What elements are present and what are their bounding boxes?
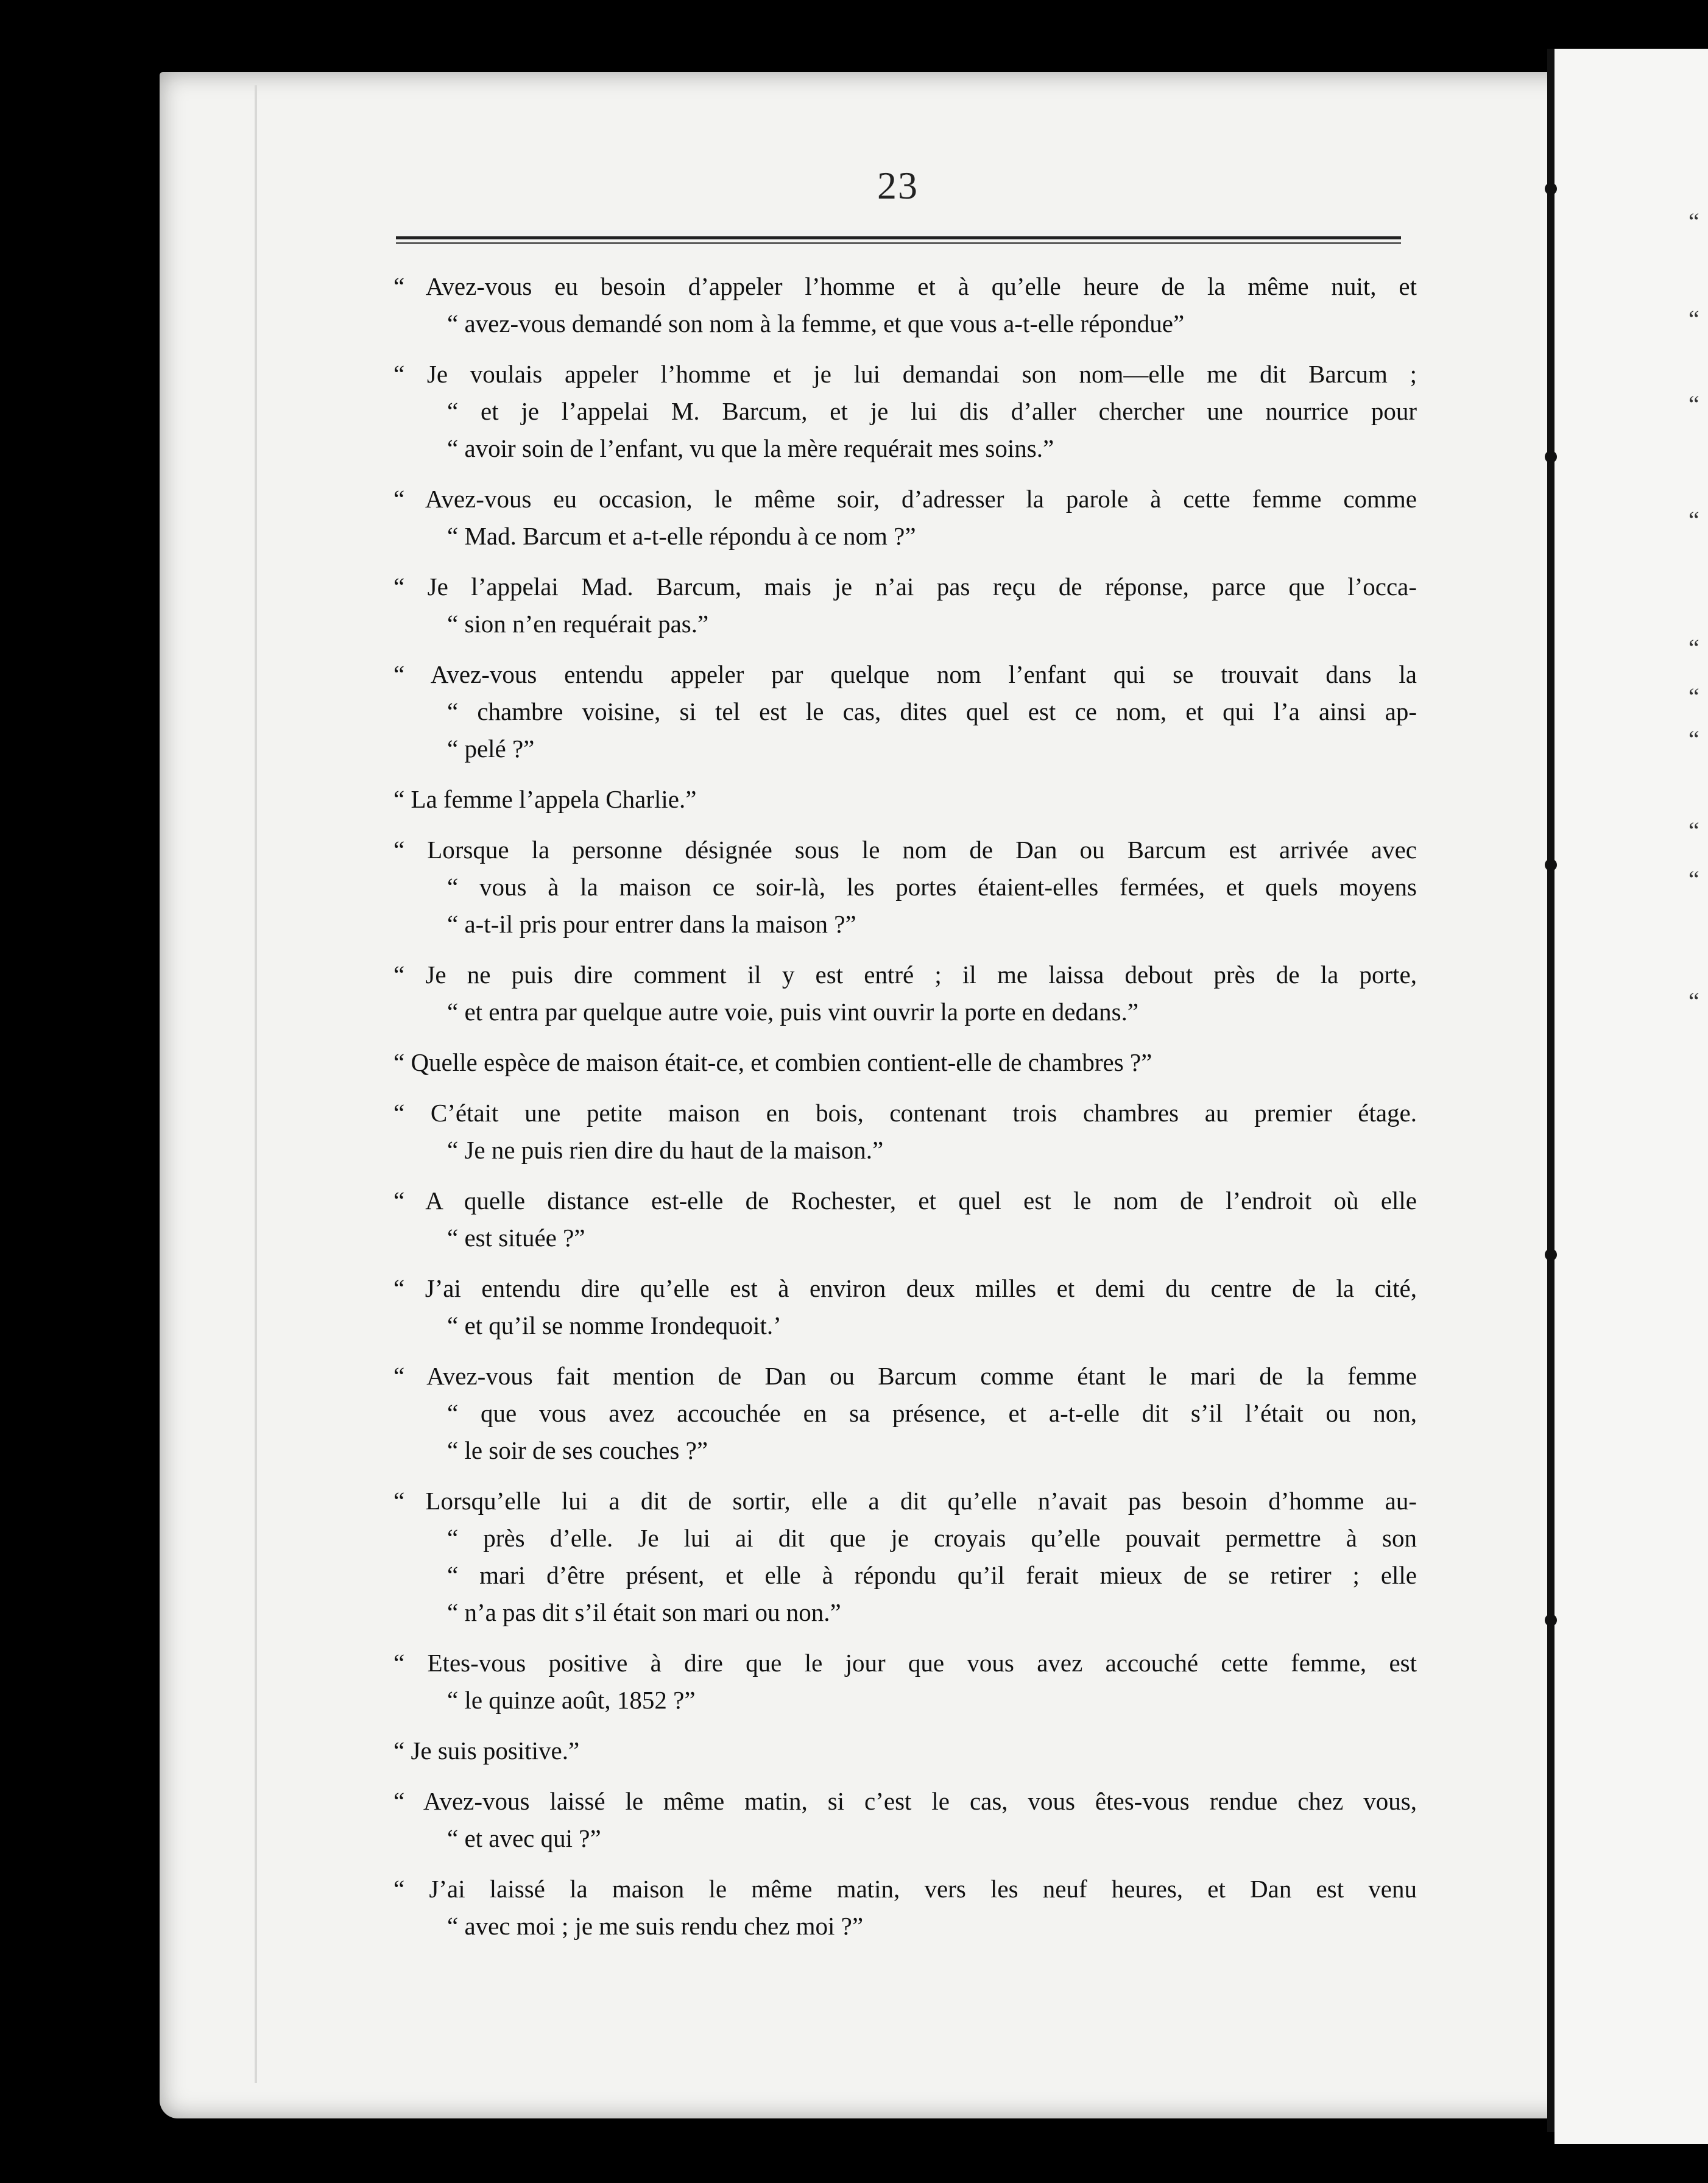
text-line: “ et entra par quelque autre voie, puis vint ouvrir la porte en dedans.” (447, 998, 1139, 1026)
facing-page (1554, 49, 1708, 2144)
spine-tick (1545, 183, 1557, 195)
text-line: “ Je ne puis dire comment il y est entré ; il me laissa debout près de la porte, (393, 961, 1417, 989)
text-line: “ A quelle distance est-elle de Rochester, et quel est le nom de l’endroit où elle (393, 1187, 1417, 1215)
text-line: “ vous à la maison ce soir-là, les portes étaient-elles fermées, et quels moyens (447, 873, 1417, 901)
page-number: 23 (877, 164, 919, 207)
header-rule-thick (396, 236, 1401, 239)
document-body (393, 268, 1417, 1958)
text-line: “ avez-vous demandé son nom à la femme, et que vous a-t-elle répondue” (447, 309, 1185, 337)
text-line: “ le quinze août, 1852 ?” (447, 1686, 696, 1714)
text-line: “ Avez-vous eu occasion, le même soir, d’adresser la parole à cette femme comme (393, 485, 1417, 513)
text-line: “ Je ne puis rien dire du haut de la maison.” (447, 1136, 884, 1164)
text-line: “ avoir soin de l’enfant, vu que la mère requérait mes soins.” (447, 434, 1054, 462)
text-line: “ sion n’en requérait pas.” (447, 610, 709, 638)
paragraph (393, 481, 1417, 555)
paragraph (393, 656, 1417, 767)
text-line: “ Avez-vous laissé le même matin, si c’est le cas, vous êtes-vous rendue chez vous, (393, 1787, 1417, 1815)
paragraph (393, 1358, 1417, 1469)
text-line: “ Je voulais appeler l’homme et je lui demandai son nom—elle me dit Barcum ; (393, 360, 1417, 388)
page-fold-edge (255, 85, 257, 2083)
facing-page-quote-mark: “ (1689, 634, 1699, 661)
text-line: “ et qu’il se nomme Irondequoit.’ (447, 1311, 782, 1339)
text-line: “ et avec qui ?” (447, 1824, 601, 1852)
paragraph (393, 568, 1417, 643)
facing-page-quote-mark: “ (1689, 506, 1699, 534)
facing-page-quote-mark: “ (1689, 683, 1699, 710)
paragraph (393, 1783, 1417, 1857)
paragraph (393, 1732, 1417, 1769)
text-line: “ J’ai entendu dire qu’elle est à environ deux milles et demi du centre de la cité, (393, 1274, 1417, 1302)
paragraph (393, 1645, 1417, 1719)
text-line: “ Je suis positive.” (393, 1737, 580, 1765)
facing-page-quote-mark: “ (1689, 725, 1699, 753)
facing-page-quote-mark: “ (1689, 305, 1699, 333)
paragraph (393, 781, 1417, 818)
paragraph (393, 1270, 1417, 1344)
text-line: “ avec moi ; je me suis rendu chez moi ?” (447, 1912, 864, 1940)
paragraph (393, 268, 1417, 342)
paragraph (393, 831, 1417, 943)
paragraph (393, 956, 1417, 1031)
text-line: “ La femme l’appela Charlie.” (393, 785, 697, 813)
spine-tick (1545, 859, 1557, 871)
text-line: “ est située ?” (447, 1224, 585, 1252)
text-line: “ et je l’appelai M. Barcum, et je lui dis d’aller chercher une nourrice pour (447, 397, 1417, 425)
paragraph (393, 1095, 1417, 1169)
paragraph (393, 1044, 1417, 1081)
text-line: “ Lorsque la personne désignée sous le nom de Dan ou Barcum est arrivée avec (393, 836, 1417, 864)
paragraph (393, 1182, 1417, 1257)
text-line: “ Avez-vous fait mention de Dan ou Barcum comme étant le mari de la femme (393, 1362, 1417, 1390)
text-line: “ que vous avez accouchée en sa présence, et a-t-elle dit s’il l’était ou non, (447, 1399, 1417, 1427)
text-line: “ C’était une petite maison en bois, contenant trois chambres au premier étage. (393, 1099, 1417, 1127)
text-line: “ Quelle espèce de maison était-ce, et combien contient-elle de chambres ?” (393, 1048, 1152, 1076)
text-line: “ Avez-vous eu besoin d’appeler l’homme et à qu’elle heure de la même nuit, et (393, 272, 1417, 300)
text-line: “ J’ai laissé la maison le même matin, vers les neuf heures, et Dan est venu (393, 1875, 1417, 1903)
text-line: “ près d’elle. Je lui ai dit que je croyais qu’elle pouvait permettre à son (447, 1524, 1417, 1552)
facing-page-quote-mark: “ (1689, 208, 1699, 235)
facing-page-quote-mark: “ (1689, 866, 1699, 893)
facing-page-quote-mark: “ (1689, 817, 1699, 844)
spine-tick (1545, 1614, 1557, 1626)
text-line: “ le soir de ses couches ?” (447, 1436, 708, 1464)
text-line: “ n’a pas dit s’il était son mari ou non.” (447, 1598, 841, 1626)
header-rule-thin (396, 242, 1401, 244)
paragraph (393, 356, 1417, 467)
text-line: “ Etes-vous positive à dire que le jour que vous avez accouché cette femme, est (393, 1649, 1417, 1677)
text-line: “ Je l’appelai Mad. Barcum, mais je n’ai pas reçu de réponse, parce que l’occa- (393, 573, 1417, 601)
text-line: “ Mad. Barcum et a-t-elle répondu à ce nom ?” (447, 522, 916, 550)
facing-page-quote-mark: “ (1689, 987, 1699, 1015)
spine-tick (1545, 1249, 1557, 1261)
facing-page-quote-mark: “ (1689, 390, 1699, 418)
paragraph (393, 1871, 1417, 1945)
page-spine (1547, 49, 1554, 2132)
text-line: “ Avez-vous entendu appeler par quelque nom l’enfant qui se trouvait dans la (393, 660, 1417, 688)
text-line: “ pelé ?” (447, 735, 535, 763)
text-line: “ chambre voisine, si tel est le cas, dites quel est ce nom, et qui l’a ainsi ap- (447, 697, 1417, 725)
paragraph (393, 1483, 1417, 1631)
text-line: “ Lorsqu’elle lui a dit de sortir, elle a dit qu’elle n’avait pas besoin d’homme au- (393, 1487, 1417, 1515)
text-line: “ a-t-il pris pour entrer dans la maison ?” (447, 910, 856, 938)
spine-tick (1545, 451, 1557, 463)
text-line: “ mari d’être présent, et elle à répondu qu’il ferait mieux de se retirer ; elle (447, 1561, 1417, 1589)
